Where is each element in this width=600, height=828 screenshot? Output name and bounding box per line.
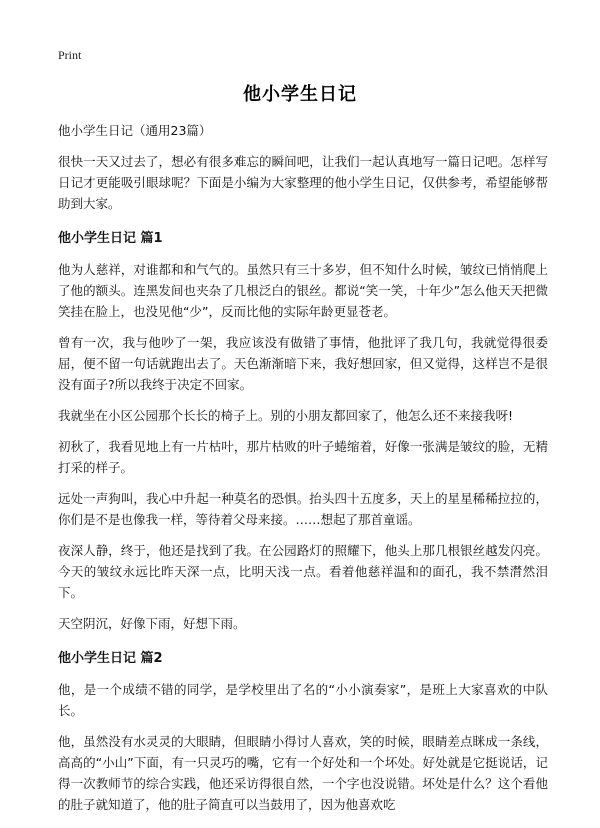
paragraph: 远处一声狗叫，我心中升起一种莫名的恐惧。抬头四十五度多，天上的星星稀稀拉拉的，你们是不是也像我一样，等待着父母来接。……想起了那首童谣。 (58, 491, 548, 527)
paragraph: 天空阴沉，好像下雨，好想下雨。 (58, 616, 246, 631)
section-heading-1: 他小学生日记 篇1 (58, 231, 163, 246)
article-body (58, 120, 548, 825)
intro-paragraph: 很快一天又过去了，想必有很多难忘的瞬间吧，让我们一起认真地写一篇日记吧。怎样写日记才更能吸引眼球呢？下面是小编为大家整理的他小学生日记，仅供参考，希望能够帮助到大家。 (58, 154, 548, 211)
page-title: 他小学生日记 (243, 84, 357, 105)
paragraph: 他，是一个成绩不错的同学，是学校里出了名的“小小演奏家”，是班上大家喜欢的中队长。 (58, 682, 548, 718)
print-link[interactable]: Print (58, 48, 82, 62)
paragraph: 他，虽然没有水灵灵的大眼睛，但眼睛小得讨人喜欢，笑的时候，眼睛差点眯成一条线，高高的“小山”下面，有一只灵巧的嘴，它有一个好处和一个坏处。好处就是它挺说话，记得一次教师节的综合实践，他还采访得很自然，一个字也没说错。坏处是什么？这个看他的肚子就知道了，他的肚子简直可以当鼓用了，因为他喜欢吃 (58, 734, 548, 812)
article-subtitle: 他小学生日记（通用23篇） (58, 123, 212, 138)
paragraph: 夜深人静，终于，他还是找到了我。在公园路灯的照耀下，他头上那几根银丝越发闪亮。今天的皱纹永远比昨天深一点，比明天浅一点。看着他慈祥温和的面孔，我不禁潸然泪下。 (58, 543, 548, 600)
paragraph: 我就坐在小区公园那个长长的椅子上。别的小朋友都回家了，他怎么还不来接我呀! (58, 408, 514, 423)
section-heading-2: 他小学生日记 篇2 (58, 651, 163, 666)
paragraph: 初秋了，我看见地上有一片枯叶，那片枯败的叶子蜷缩着，好像一张满是皱纹的脸，无精打采的样子。 (58, 439, 548, 475)
paragraph: 曾有一次，我与他吵了一架，我应该没有做错了事情，他批评了我几句，我就觉得很委屈，便不留一句话就跑出去了。天色渐渐暗下来，我好想回家，但又觉得，这样岂不是很没有面子?所以我终于决定不回家。 (58, 335, 548, 392)
paragraph: 他为人慈祥，对谁都和和气气的。虽然只有三十多岁，但不知什么时候，皱纹已悄悄爬上了他的额头。连黑发间也夹杂了几根泛白的银丝。都说“笑一笑，十年少”怎么他天天把微笑挂在脸上，也没见他“少”，反而比他的实际年龄更显苍老。 (58, 262, 548, 319)
